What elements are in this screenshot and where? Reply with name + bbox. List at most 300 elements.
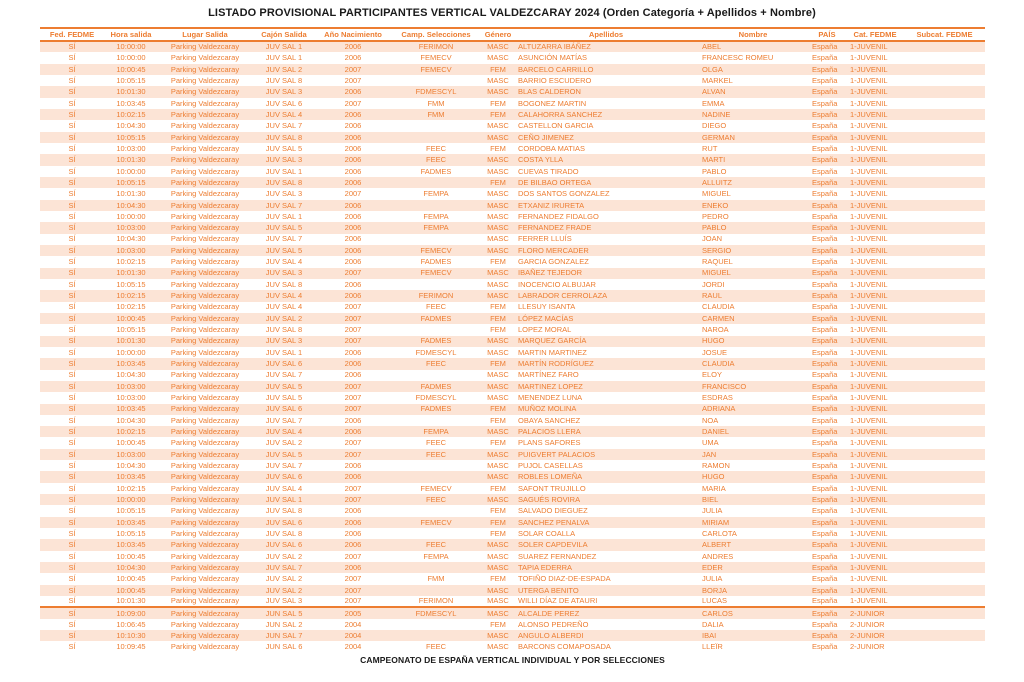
cell-cat-fedme: 1-JUVENIL xyxy=(850,370,888,380)
cell-fed-fedme: SÍ xyxy=(68,630,76,640)
cell-lugar-salida: Parking Valdezcaray xyxy=(170,438,240,448)
cell-apellidos: PUIGVERT PALACIOS xyxy=(518,449,596,459)
cell-nombre: FRANCISCO xyxy=(702,381,747,391)
cell-lugar-salida: Parking Valdezcaray xyxy=(170,381,240,391)
cell-lugar-salida: Parking Valdezcaray xyxy=(170,359,240,369)
cell-camp-selecciones: FDMESCYL xyxy=(415,347,457,357)
cell-lugar-salida: Parking Valdezcaray xyxy=(170,257,240,267)
cell-lugar-salida: Parking Valdezcaray xyxy=(170,325,240,335)
cell-cajon-salida: JUV SAL 6 xyxy=(265,472,303,482)
cell-pais: España xyxy=(812,64,838,74)
cell-genero: MASC xyxy=(487,427,509,437)
cell-cajon-salida: JUV SAL 8 xyxy=(265,75,303,85)
cell-cat-fedme: 1-JUVENIL xyxy=(850,427,888,437)
cell-fed-fedme: SÍ xyxy=(68,506,76,516)
cell-pais: España xyxy=(812,381,838,391)
cell-lugar-salida: Parking Valdezcaray xyxy=(170,517,240,527)
cell-cajon-salida: JUV SAL 1 xyxy=(265,42,303,52)
cell-cajon-salida: JUV SAL 7 xyxy=(265,563,303,572)
cell-cat-fedme: 1-JUVENIL xyxy=(850,336,888,346)
cell-pais: España xyxy=(812,109,838,119)
cell-camp-selecciones: FMM xyxy=(427,98,445,108)
table-row xyxy=(40,154,985,165)
table-row xyxy=(40,109,985,120)
cell-pais: España xyxy=(812,75,838,85)
cell-genero: MASC xyxy=(487,279,509,289)
cell-lugar-salida: Parking Valdezcaray xyxy=(170,529,240,539)
cell-fed-fedme: SÍ xyxy=(68,200,76,210)
table-row xyxy=(40,630,985,641)
cell-nombre: ADRIANA xyxy=(702,404,736,414)
cell-lugar-salida: Parking Valdezcaray xyxy=(170,279,240,289)
cell-lugar-salida: Parking Valdezcaray xyxy=(170,302,240,312)
cell-camp-selecciones: FMM xyxy=(427,574,445,584)
cell-fed-fedme: SÍ xyxy=(68,75,76,85)
cell-cajon-salida: JUV SAL 6 xyxy=(265,540,303,550)
participants-table xyxy=(40,27,985,653)
cell-apellidos: OBAYA SANCHEZ xyxy=(518,415,581,425)
cell-nombre: PEDRO xyxy=(702,211,729,221)
cell-hora-salida: 10:02:15 xyxy=(116,109,146,119)
cell-cajon-salida: JUV SAL 3 xyxy=(265,155,303,165)
cell-nombre: SERGIO xyxy=(702,245,732,255)
cell-pais: España xyxy=(812,132,838,142)
cell-fed-fedme: SÍ xyxy=(68,517,76,527)
cell-camp-selecciones: FDMESCYL xyxy=(415,393,457,403)
cell-fed-fedme: SÍ xyxy=(68,166,76,176)
cell-pais: España xyxy=(812,143,838,153)
table-row xyxy=(40,200,985,211)
cell-cajon-salida: JUV SAL 5 xyxy=(265,393,303,403)
cell-cajon-salida: JUV SAL 5 xyxy=(265,223,303,233)
cell-fed-fedme: SÍ xyxy=(68,483,76,493)
cell-subcat-fedme xyxy=(904,75,985,86)
cell-cajon-salida: JUV SAL 8 xyxy=(265,529,303,539)
cell-cajon-salida: JUV SAL 4 xyxy=(265,109,303,119)
cell-ano-nacimiento: 2006 xyxy=(344,347,362,357)
cell-apellidos: SAGUÉS ROVIRA xyxy=(518,495,581,505)
cell-camp-selecciones: FEMPA xyxy=(423,223,449,233)
cell-camp-selecciones xyxy=(390,630,482,641)
cell-hora-salida: 10:01:30 xyxy=(116,87,146,97)
cell-fed-fedme: SÍ xyxy=(68,438,76,448)
cell-lugar-salida: Parking Valdezcaray xyxy=(170,177,240,187)
cell-cat-fedme: 1-JUVENIL xyxy=(850,245,888,255)
cell-fed-fedme: SÍ xyxy=(68,189,76,199)
cell-subcat-fedme xyxy=(904,551,985,562)
cell-pais: España xyxy=(812,404,838,414)
column-header-cajon-salida: Cajón Salida xyxy=(261,30,307,39)
table-row xyxy=(40,41,985,52)
cell-nombre: CARLOS xyxy=(702,608,733,618)
footer-title: CAMPEONATO DE ESPAÑA VERTICAL INDIVIDUAL Y POR SELECCIONES xyxy=(360,654,665,665)
cell-fed-fedme: SÍ xyxy=(68,336,76,346)
cell-cajon-salida: JUV SAL 7 xyxy=(265,370,303,380)
cell-nombre: RAUL xyxy=(702,291,723,301)
cell-cajon-salida: JUV SAL 2 xyxy=(265,313,303,323)
cell-hora-salida: 10:03:45 xyxy=(116,517,146,527)
cell-genero: MASC xyxy=(487,370,509,380)
cell-pais: España xyxy=(812,245,838,255)
cell-cat-fedme: 1-JUVENIL xyxy=(850,393,888,403)
cell-hora-salida: 10:03:45 xyxy=(116,472,146,482)
cell-camp-selecciones: FADMES xyxy=(420,166,452,176)
cell-camp-selecciones: FADMES xyxy=(420,404,452,414)
cell-camp-selecciones xyxy=(390,234,482,245)
cell-ano-nacimiento: 2006 xyxy=(344,257,362,267)
cell-subcat-fedme xyxy=(904,336,985,347)
cell-fed-fedme: SÍ xyxy=(68,98,76,108)
cell-lugar-salida: Parking Valdezcaray xyxy=(170,642,240,652)
cell-fed-fedme: SÍ xyxy=(68,642,76,652)
cell-genero: FEM xyxy=(490,415,506,425)
cell-genero: MASC xyxy=(487,449,509,459)
cell-ano-nacimiento: 2006 xyxy=(344,155,362,165)
table-row xyxy=(40,290,985,301)
cell-subcat-fedme xyxy=(904,483,985,494)
table-row xyxy=(40,64,985,75)
cell-camp-selecciones: FERIMON xyxy=(418,291,454,301)
cell-lugar-salida: Parking Valdezcaray xyxy=(170,87,240,97)
table-row xyxy=(40,86,985,97)
cell-cajon-salida: JUV SAL 6 xyxy=(265,98,303,108)
cell-nombre: PABLO xyxy=(702,223,727,233)
table-row xyxy=(40,449,985,460)
cell-lugar-salida: Parking Valdezcaray xyxy=(170,540,240,550)
cell-lugar-salida: Parking Valdezcaray xyxy=(170,393,240,403)
cell-subcat-fedme xyxy=(904,211,985,222)
cell-lugar-salida: Parking Valdezcaray xyxy=(170,64,240,74)
cell-apellidos: DOS SANTOS GONZALEZ xyxy=(518,189,610,199)
cell-apellidos: LLESUY ISANTA xyxy=(518,302,576,312)
cell-ano-nacimiento: 2006 xyxy=(344,370,362,380)
cell-apellidos: MARTÍN RODRÍGUEZ xyxy=(518,359,594,369)
cell-fed-fedme: SÍ xyxy=(68,596,76,606)
cell-genero: MASC xyxy=(487,42,509,52)
cell-cajon-salida: JUV SAL 4 xyxy=(265,427,303,437)
cell-nombre: UMA xyxy=(702,438,719,448)
cell-lugar-salida: Parking Valdezcaray xyxy=(170,223,240,233)
cell-genero: MASC xyxy=(487,596,509,606)
table-row xyxy=(40,166,985,177)
cell-ano-nacimiento: 2006 xyxy=(344,132,362,142)
cell-fed-fedme: SÍ xyxy=(68,472,76,482)
table-row xyxy=(40,245,985,256)
cell-hora-salida: 10:03:00 xyxy=(116,381,146,391)
cell-cat-fedme: 1-JUVENIL xyxy=(850,506,888,516)
cell-cajon-salida: JUV SAL 2 xyxy=(265,64,303,74)
cell-cat-fedme: 1-JUVENIL xyxy=(850,563,888,572)
cell-cajon-salida: JUV SAL 8 xyxy=(265,177,303,187)
cell-apellidos: PUJOL CASELLAS xyxy=(518,461,583,471)
cell-pais: España xyxy=(812,585,838,595)
cell-lugar-salida: Parking Valdezcaray xyxy=(170,189,240,199)
cell-cat-fedme: 1-JUVENIL xyxy=(850,291,888,301)
cell-ano-nacimiento: 2006 xyxy=(344,540,362,550)
cell-pais: España xyxy=(812,189,838,199)
table-row xyxy=(40,494,985,505)
cell-camp-selecciones xyxy=(390,200,482,211)
cell-hora-salida: 10:05:15 xyxy=(116,132,146,142)
cell-camp-selecciones: FADMES xyxy=(420,381,452,391)
cell-nombre: ALBERT xyxy=(702,540,732,550)
cell-nombre: EMMA xyxy=(702,98,725,108)
cell-apellidos: ANGULO ALBERDI xyxy=(518,630,584,640)
cell-fed-fedme: SÍ xyxy=(68,551,76,561)
cell-ano-nacimiento: 2006 xyxy=(344,461,362,471)
cell-cajon-salida: JUV SAL 7 xyxy=(265,234,303,244)
cell-nombre: MIGUEL xyxy=(702,268,731,278)
table-row xyxy=(40,415,985,426)
cell-cajon-salida: JUN SAL 5 xyxy=(265,608,303,618)
cell-camp-selecciones: FEMPA xyxy=(423,551,449,561)
cell-ano-nacimiento: 2004 xyxy=(344,619,362,629)
cell-fed-fedme: SÍ xyxy=(68,268,76,278)
cell-pais: España xyxy=(812,155,838,165)
cell-pais: España xyxy=(812,449,838,459)
cell-subcat-fedme xyxy=(904,607,985,618)
cell-cajon-salida: JUV SAL 6 xyxy=(265,517,303,527)
cell-lugar-salida: Parking Valdezcaray xyxy=(170,109,240,119)
column-header-camp-selecciones: Camp. Selecciones xyxy=(401,30,471,39)
cell-lugar-salida: Parking Valdezcaray xyxy=(170,132,240,142)
cell-subcat-fedme xyxy=(904,381,985,392)
cell-subcat-fedme xyxy=(904,471,985,482)
cell-apellidos: SALVADO DIEGUEZ xyxy=(518,506,588,516)
cell-apellidos: CASTELLON GARCIA xyxy=(518,121,594,131)
cell-fed-fedme: SÍ xyxy=(68,313,76,323)
cell-ano-nacimiento: 2006 xyxy=(344,211,362,221)
cell-hora-salida: 10:00:45 xyxy=(116,585,146,595)
cell-ano-nacimiento: 2006 xyxy=(344,234,362,244)
cell-camp-selecciones: FEMECV xyxy=(420,245,452,255)
cell-pais: España xyxy=(812,642,838,652)
cell-genero: MASC xyxy=(487,53,509,63)
cell-nombre: LLEÏR xyxy=(702,642,723,652)
cell-hora-salida: 10:02:15 xyxy=(116,257,146,267)
cell-apellidos: DE BILBAO ORTEGA xyxy=(518,177,592,187)
cell-hora-salida: 10:00:45 xyxy=(116,551,146,561)
cell-ano-nacimiento: 2007 xyxy=(344,325,362,335)
table-row xyxy=(40,607,985,618)
cell-hora-salida: 10:00:45 xyxy=(116,64,146,74)
cell-camp-selecciones: FEMPA xyxy=(423,211,449,221)
cell-nombre: JOSUE xyxy=(702,347,728,357)
cell-genero: FEM xyxy=(490,404,506,414)
cell-genero: MASC xyxy=(487,234,509,244)
cell-cat-fedme: 1-JUVENIL xyxy=(850,574,888,584)
cell-camp-selecciones xyxy=(390,132,482,143)
cell-cat-fedme: 1-JUVENIL xyxy=(850,200,888,210)
cell-genero: FEM xyxy=(490,257,506,267)
cell-pais: España xyxy=(812,313,838,323)
cell-apellidos: CEÑO JIMENEZ xyxy=(518,132,574,142)
cell-cat-fedme: 1-JUVENIL xyxy=(850,189,888,199)
cell-ano-nacimiento: 2007 xyxy=(344,189,362,199)
cell-cat-fedme: 1-JUVENIL xyxy=(850,472,888,482)
cell-nombre: ENEKO xyxy=(702,200,729,210)
cell-cajon-salida: JUV SAL 1 xyxy=(265,166,303,176)
table-row xyxy=(40,211,985,222)
cell-genero: MASC xyxy=(487,200,509,210)
cell-pais: España xyxy=(812,506,838,516)
cell-apellidos: GARCIA GONZALEZ xyxy=(518,257,589,267)
cell-cat-fedme: 1-JUVENIL xyxy=(850,42,888,52)
cell-apellidos: CUEVAS TIRADO xyxy=(518,166,579,176)
cell-subcat-fedme xyxy=(904,120,985,131)
cell-subcat-fedme xyxy=(904,528,985,539)
cell-cajon-salida: JUV SAL 2 xyxy=(265,574,303,584)
cell-genero: FEM xyxy=(490,438,506,448)
cell-fed-fedme: SÍ xyxy=(68,302,76,312)
cell-fed-fedme: SÍ xyxy=(68,404,76,414)
cell-lugar-salida: Parking Valdezcaray xyxy=(170,121,240,131)
table-row xyxy=(40,562,985,573)
cell-lugar-salida: Parking Valdezcaray xyxy=(170,211,240,221)
cell-ano-nacimiento: 2007 xyxy=(344,449,362,459)
cell-pais: España xyxy=(812,279,838,289)
cell-genero: FEM xyxy=(490,109,506,119)
cell-nombre: MIRIAM xyxy=(702,517,730,527)
cell-apellidos: ASUNCIÓN MATÍAS xyxy=(518,53,588,63)
cell-genero: FEM xyxy=(490,313,506,323)
cell-genero: MASC xyxy=(487,336,509,346)
cell-subcat-fedme xyxy=(904,370,985,381)
cell-pais: España xyxy=(812,42,838,52)
column-header-apellidos: Apellidos xyxy=(588,30,624,39)
table-row xyxy=(40,52,985,63)
cell-nombre: ELOY xyxy=(702,370,723,380)
cell-pais: España xyxy=(812,200,838,210)
column-header-ano-nacimiento: Año Nacimiento xyxy=(324,30,382,39)
cell-genero: FEM xyxy=(490,359,506,369)
cell-genero: FEM xyxy=(490,325,506,335)
cell-nombre: MARIA xyxy=(702,483,726,493)
cell-hora-salida: 10:01:30 xyxy=(116,596,146,606)
cell-apellidos: MARTÍNEZ FARO xyxy=(518,370,579,380)
cell-camp-selecciones xyxy=(390,279,482,290)
cell-lugar-salida: Parking Valdezcaray xyxy=(170,404,240,414)
cell-apellidos: PLANS SAFORES xyxy=(518,438,581,448)
table-row xyxy=(40,358,985,369)
cell-nombre: JOAN xyxy=(702,234,723,244)
cell-ano-nacimiento: 2006 xyxy=(344,427,362,437)
cell-camp-selecciones: FEEC xyxy=(425,359,446,369)
cell-genero: FEM xyxy=(490,529,506,539)
table-row xyxy=(40,177,985,188)
cell-genero: MASC xyxy=(487,155,509,165)
cell-subcat-fedme xyxy=(904,585,985,596)
cell-ano-nacimiento: 2006 xyxy=(344,177,362,187)
cell-cajon-salida: JUV SAL 6 xyxy=(265,404,303,414)
cell-hora-salida: 10:01:30 xyxy=(116,189,146,199)
cell-cajon-salida: JUV SAL 8 xyxy=(265,132,303,142)
cell-lugar-salida: Parking Valdezcaray xyxy=(170,495,240,505)
cell-cat-fedme: 1-JUVENIL xyxy=(850,381,888,391)
cell-ano-nacimiento: 2006 xyxy=(344,143,362,153)
cell-cat-fedme: 1-JUVENIL xyxy=(850,585,888,595)
cell-apellidos: ALTUZARRA IBÁÑEZ xyxy=(518,42,591,52)
cell-hora-salida: 10:04:30 xyxy=(116,563,146,572)
cell-subcat-fedme xyxy=(904,64,985,75)
cell-genero: MASC xyxy=(487,630,509,640)
cell-nombre: HUGO xyxy=(702,472,725,482)
cell-subcat-fedme xyxy=(904,256,985,267)
cell-camp-selecciones: FEEC xyxy=(425,449,446,459)
cell-genero: MASC xyxy=(487,551,509,561)
cell-genero: MASC xyxy=(487,121,509,131)
cell-fed-fedme: SÍ xyxy=(68,291,76,301)
cell-pais: España xyxy=(812,359,838,369)
cell-hora-salida: 10:05:15 xyxy=(116,279,146,289)
cell-lugar-salida: Parking Valdezcaray xyxy=(170,574,240,584)
cell-hora-salida: 10:01:30 xyxy=(116,155,146,165)
cell-cat-fedme: 1-JUVENIL xyxy=(850,268,888,278)
cell-nombre: CARLOTA xyxy=(702,529,737,539)
cell-subcat-fedme xyxy=(904,539,985,550)
cell-hora-salida: 10:09:45 xyxy=(116,642,146,652)
cell-hora-salida: 10:03:45 xyxy=(116,404,146,414)
cell-cat-fedme: 1-JUVENIL xyxy=(850,166,888,176)
cell-camp-selecciones: FEEC xyxy=(425,302,446,312)
cell-nombre: OLGA xyxy=(702,64,723,74)
cell-ano-nacimiento: 2007 xyxy=(344,438,362,448)
cell-subcat-fedme xyxy=(904,52,985,63)
cell-subcat-fedme xyxy=(904,641,985,652)
cell-hora-salida: 10:01:30 xyxy=(116,268,146,278)
cell-subcat-fedme xyxy=(904,517,985,528)
cell-cat-fedme: 1-JUVENIL xyxy=(850,98,888,108)
cell-cat-fedme: 1-JUVENIL xyxy=(850,438,888,448)
cell-nombre: NADINE xyxy=(702,109,731,119)
cell-cat-fedme: 1-JUVENIL xyxy=(850,132,888,142)
cell-lugar-salida: Parking Valdezcaray xyxy=(170,563,240,572)
cell-hora-salida: 10:03:00 xyxy=(116,223,146,233)
cell-subcat-fedme xyxy=(904,505,985,516)
cell-ano-nacimiento: 2007 xyxy=(344,483,362,493)
cell-genero: MASC xyxy=(487,393,509,403)
cell-subcat-fedme xyxy=(904,596,985,607)
cell-cat-fedme: 1-JUVENIL xyxy=(850,75,888,85)
cell-subcat-fedme xyxy=(904,573,985,584)
table-row xyxy=(40,619,985,630)
cell-subcat-fedme xyxy=(904,188,985,199)
column-header-pais: PAÍS xyxy=(818,30,836,39)
cell-ano-nacimiento: 2006 xyxy=(344,291,362,301)
cell-subcat-fedme xyxy=(904,177,985,188)
table-row xyxy=(40,641,985,652)
column-header-cat-fedme: Cat. FEDME xyxy=(853,30,897,39)
cell-fed-fedme: SÍ xyxy=(68,574,76,584)
cell-subcat-fedme xyxy=(904,494,985,505)
cell-subcat-fedme xyxy=(904,392,985,403)
cell-hora-salida: 10:00:00 xyxy=(116,495,146,505)
table-row xyxy=(40,404,985,415)
cell-nombre: EDER xyxy=(702,563,723,572)
cell-cat-fedme: 1-JUVENIL xyxy=(850,347,888,357)
cell-hora-salida: 10:03:00 xyxy=(116,245,146,255)
cell-subcat-fedme xyxy=(904,132,985,143)
cell-cat-fedme: 1-JUVENIL xyxy=(850,234,888,244)
cell-apellidos: SOLAR COALLA xyxy=(518,529,576,539)
cell-subcat-fedme xyxy=(904,98,985,109)
cell-pais: España xyxy=(812,472,838,482)
cell-ano-nacimiento: 2006 xyxy=(344,517,362,527)
cell-pais: España xyxy=(812,415,838,425)
cell-nombre: MARTI xyxy=(702,155,726,165)
cell-cat-fedme: 1-JUVENIL xyxy=(850,313,888,323)
cell-apellidos: FLORO MERCADER xyxy=(518,245,589,255)
